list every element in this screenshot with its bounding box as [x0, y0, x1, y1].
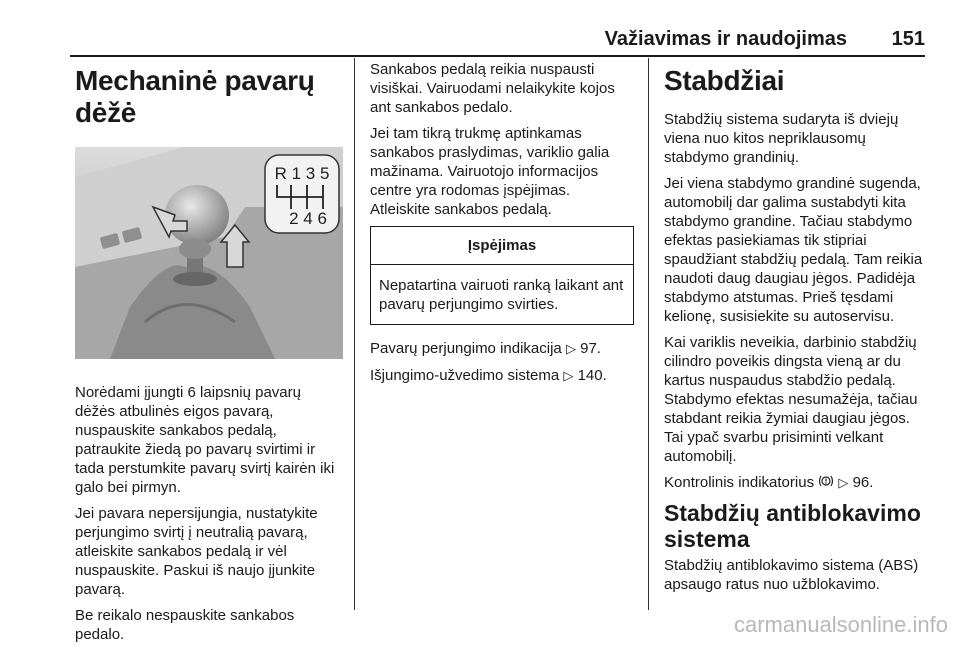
brake-warning-icon [818, 474, 834, 493]
section-heading-abs: Stabdžių antiblokavimo sistema [664, 500, 921, 552]
column-3 [664, 60, 926, 601]
paragraph: Stabdžių sistema sudaryta iš dviejų viena nuo kitos nepriklausomų stabdymo grandinių. [664, 111, 899, 166]
warning-box [370, 226, 634, 325]
page-number: 151 [891, 28, 925, 50]
paragraph: Jei pavara nepersijungia, nustatykite perjungimo svirtį į neutralią pavarą, atleiskite sankabos pedalą ir vėl nuspauskite. Paskui iš naujo įjunkite pavarą. [75, 505, 318, 598]
page-header [70, 22, 925, 52]
paragraph: Be reikalo nespauskite sankabos pedalo. [75, 607, 295, 643]
paragraph: Kai variklis neveikia, darbinio stabdžių cilindro poveikis dingsta vieną ar du kartus nuspaudus stabdžio pedalą. Stabdymo efektas nesumažėja, tačiau stabdant reikia žymiai daugiau jėgos. Tai ypač svarbu prisiminti velkant automobilį. [664, 334, 918, 465]
paragraph: Sankabos pedalą reikia nuspausti visiškai. Vairuodami nelaikykite kojos ant sankabos pedalo. [370, 61, 615, 116]
reference-page[interactable]: 140. [577, 367, 607, 384]
column-divider [354, 58, 355, 610]
column-2 [370, 60, 632, 393]
cross-reference [370, 339, 632, 359]
gear-lever-illustration [75, 147, 343, 359]
reference-text: Pavarų perjungimo indikacija [370, 340, 562, 357]
running-title: Važiavimas ir naudojimas [604, 28, 847, 50]
triangle-arrow-icon: ▷ [838, 476, 849, 491]
gear-pattern-bottom: 2 4 6 [289, 209, 327, 228]
warning-body: Nepatartina vairuoti ranką laikant ant pavarų perjungimo svirties. [379, 277, 624, 313]
cross-reference [664, 473, 926, 493]
paragraph: Jei viena stabdymo grandinė sugenda, automobilį dar galima sustabdyti kita stabdymo grandine. Tačiau stabdymo efektas pasiekiamas tik stipriai spaudžiant stabdžių pedalą. Tam reikia naudoti daug daugiau jėgos. Padidėja stabdymo atstumas. Prieš tęsdami kelionę, susisiekite su autoservisu. [664, 175, 923, 325]
reference-text: Išjungimo-užvedimo sistema [370, 367, 560, 384]
watermark: carmanualsonline.info [733, 612, 948, 637]
reference-page[interactable]: 97. [580, 340, 601, 357]
column-divider [648, 58, 649, 610]
reference-text: Kontrolinis indikatorius [664, 474, 815, 491]
header-rule [70, 55, 925, 57]
gear-pattern-top: R 1 3 5 [274, 164, 330, 183]
section-heading-manual-gearbox: Mechaninė pavarų dėžė [75, 65, 315, 128]
cross-reference [370, 366, 632, 386]
reference-page[interactable]: 96. [852, 474, 874, 491]
triangle-arrow-icon: ▷ [563, 369, 574, 384]
paragraph: Stabdžių antiblokavimo sistema (ABS) apsaugo ratus nuo užblokavimo. [664, 557, 919, 593]
warning-title: Įspėjimas [371, 227, 633, 265]
paragraph: Norėdami įjungti 6 laipsnių pavarų dėžės atbulinės eigos pavarą, nuspauskite sankabos pedalą, patraukite žiedą po pavarų svirtimi ir tada perstumkite pavarų svirtį kairėn iki galo bei pirmyn. [75, 384, 335, 496]
section-heading-brakes: Stabdžiai [664, 65, 785, 96]
triangle-arrow-icon: ▷ [565, 342, 576, 357]
column-1 [75, 60, 343, 651]
paragraph: Jei tam tikrą trukmę aptinkamas sankabos praslydimas, variklio galia mažinama. Vairuotojo informacijos centre yra rodomas įspėjimas. Atleiskite sankabos pedalą. [370, 125, 610, 218]
